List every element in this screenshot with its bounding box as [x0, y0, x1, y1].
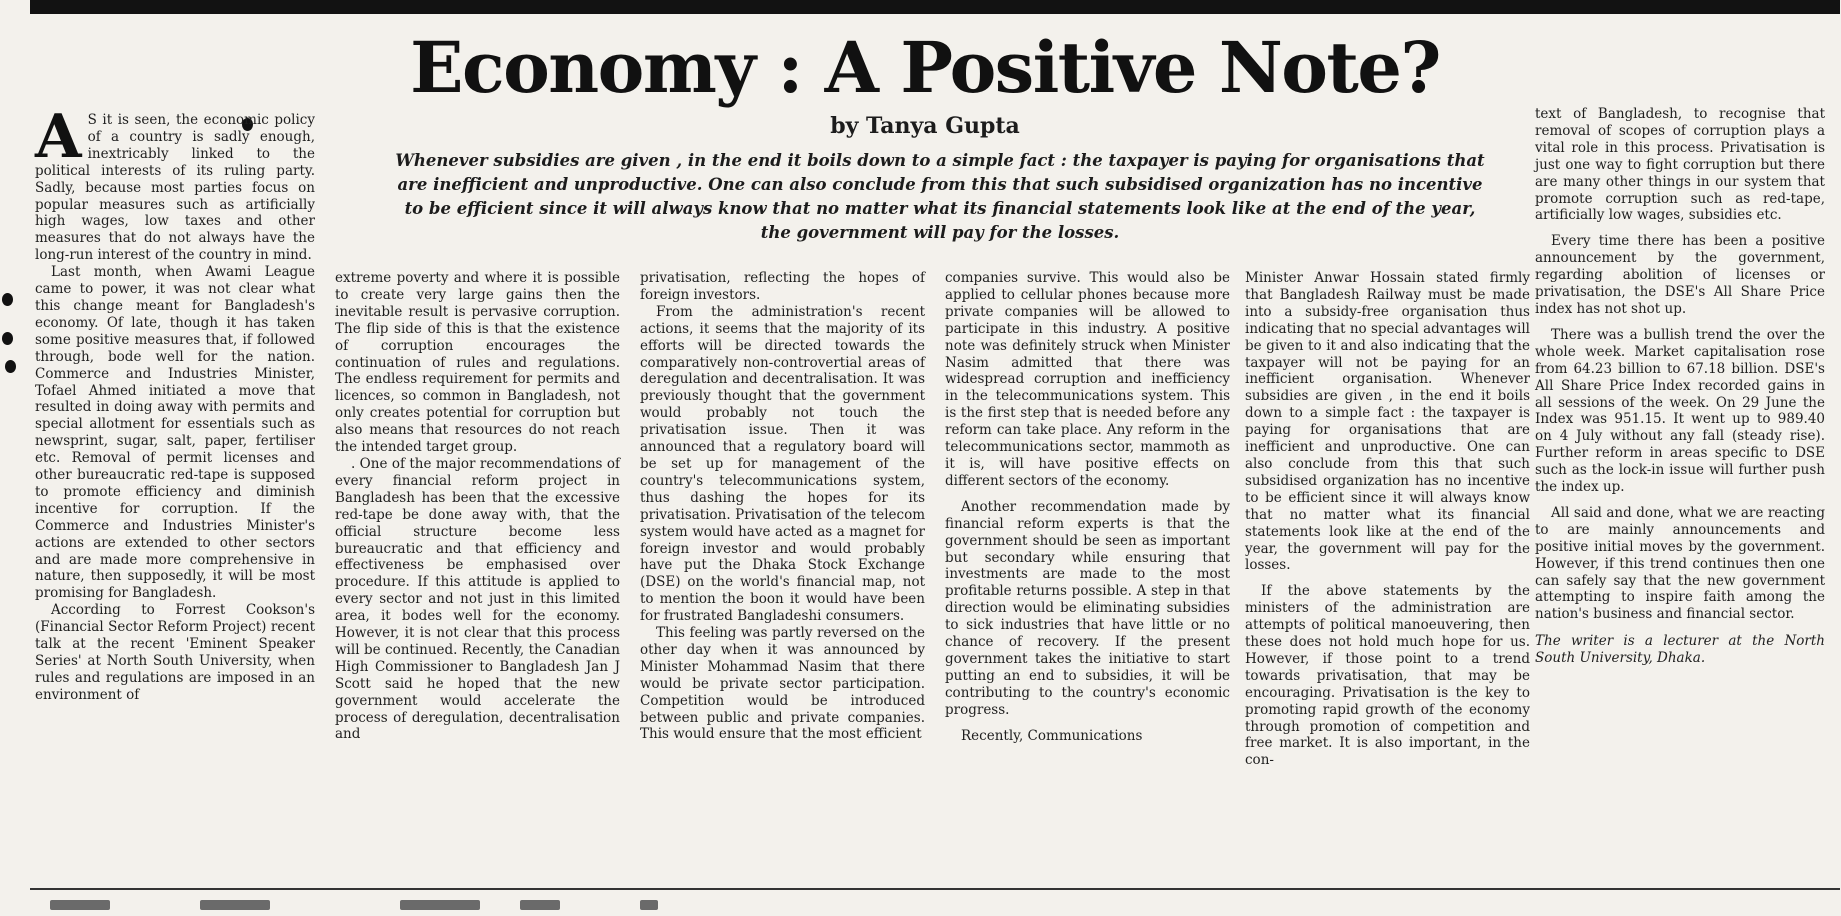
article-column-2 [335, 270, 620, 743]
punch-hole-mark [2, 332, 13, 345]
paragraph: . One of the major recommendations of every financial reform project in Bangladesh has been that the excessive red-tape be done away with, that the official structure become less bureaucratic and that efficiency and effectiveness be emphasised over procedure. If this attitude is applied to every sector and not just in this limited area, it bodes well for the economy. However, it is not clear that this process will be continued. Recently, the Canadian High Commissioner to Bangladesh Jan J Scott said he hoped that the new government would accelerate the process of deregulation, decentralisation and [335, 455, 620, 743]
article-column-4 [945, 270, 1230, 744]
paragraph: A S it is seen, the economic policy of a country is sadly enough, inextricably linked to the political interests of its ruling party. Sadly, because most parties focus on popular measures such as artificially high wages, low taxes and other measures that do not always have the long-run interest of the country in mind. [35, 102, 315, 264]
paragraph: There was a bullish trend the over the whole week. Market capitalisation rose from 64.23 billion to 67.18 billion. DSE's All Share Price Index recorded gains in all sessions of the week. On 29 June the Index was 951.15. It went up to 989.40 on 4 July without any fall (steady rise). Further reform in areas specific to DSE such as the lock-in issue will further push the index up. [1535, 326, 1825, 496]
article-column-1 [35, 102, 315, 704]
headline: Economy : A Positive Note? [410, 26, 1440, 109]
paragraph: text of Bangladesh, to recognise that removal of scopes of corruption plays a vital role in this process. Privatisation is just one way to fight corruption but there are many other things in our system that promote corruption such as red-tape, artificially low wages, subsidies etc. [1535, 106, 1825, 224]
paragraph: This feeling was partly reversed on the other day when it was announced by Minister Mohammad Nasim that there would be private sector participation. Competition would be introduced between public and private companies. This would ensure that the most efficient [640, 625, 925, 743]
paragraph: Every time there has been a positive announcement by the government, regarding abolition of licenses or privatisation, the DSE's All Share Price index has not shot up. [1535, 233, 1825, 317]
paragraph: If the above statements by the ministers of the administration are attempts of political manoeuvering, then these does not hold much hope for us. However, if those point to a trend towards privatisation, that may be encouraging. Privatisation is the key to promoting rapid growth of the economy through promotion of competition and free market. It is also important, in the con- [1245, 583, 1530, 769]
paragraph: Minister Anwar Hossain stated firmly that Bangladesh Railway must be made into a subsidy-free organisation thus indicating that no special advantages will be given to it and also indicating that the taxpayer will not be paying for an inefficient organisation. Whenever subsidies are given , in the end it boils down to a simple fact : the taxpayer is paying for organisations that are inefficient and unproductive. One can also conclude from this that such subsidised organization has no incentive to be efficient since it will always know that no matter what its financial statements look like at the end of the year, the government will pay for the losses. [1245, 270, 1530, 574]
paragraph: extreme poverty and where it is possible to create very large gains then the inevitable result is pervasive corruption. The flip side of this is that the existence of corruption encourages the continuation of rules and regulations. The endless requirement for permits and licences, so common in Bangladesh, not only creates potential for corruption but also means that resources do not reach the intended target group. [335, 270, 620, 456]
deck-pullquote: Whenever subsidies are given , in the end it boils down to a simple fact : the taxpayer is paying for organisations that are inefficient and unproductive. One can also conclude from this that such subsidised organization has no incentive to be efficient since it will always know that no matter what its financial statements look like at the end of the year, the government will pay for the losses. [395, 151, 1485, 242]
punch-hole-mark [5, 360, 16, 373]
paragraph: From the administration's recent actions, it seems that the majority of its efforts will be directed towards the comparatively non-controvertial areas of deregulation and decentralisation. It was previously thought that the government would probably not touch the privatisation issue. Then it was announced that a regulatory board will be set up for management of the country's telecommunications system, thus dashing the hopes for its privatisation. Privatisation of the telecom system would have acted as a magnet for foreign investor and would probably have put the Dhaka Stock Exchange (DSE) on the world's financial map, not to mention the boon it would have been for frustrated Bangladeshi consumers. [640, 303, 925, 625]
paragraph: privatisation, reflecting the hopes of foreign investors. [640, 270, 925, 303]
clipped-next-line-fragments [0, 898, 1841, 916]
drop-cap: A [35, 102, 82, 172]
paragraph: According to Forrest Cookson's (Financial Sector Reform Project) recent talk at the recent 'Eminent Speaker Series' at North South University, when rules and regulations are imposed in an environment of [35, 602, 315, 703]
article-column-6 [1535, 106, 1825, 667]
article-column-3 [640, 270, 925, 743]
article-column-5 [1245, 270, 1530, 769]
punch-hole-mark [2, 293, 13, 306]
byline: by Tanya Gupta [830, 113, 1020, 139]
paragraph: companies survive. This would also be applied to cellular phones because more private companies will be allowed to participate in this industry. A positive note was definitely struck when Minister Nasim admitted that there was widespread corruption and inefficiency in the telecommunications system. This is the first step that is needed before any reform can take place. Any reform in the telecommunications sector, mammoth as it is, will have positive effects on different sectors of the economy. [945, 270, 1230, 489]
author-note: The writer is a lecturer at the North South University, Dhaka. [1535, 633, 1825, 667]
paragraph: All said and done, what we are reacting to are mainly announcements and positive initial moves by the government. However, if this trend continues then one can safely say that the new government attempting to inspire faith among the nation's business and financial sector. [1535, 504, 1825, 623]
paragraph: Recently, Communications [961, 727, 1143, 744]
paragraph: Another recommendation made by financial reform experts is that the government should be seen as important but secondary while ensuring that investments are made to the most profitable returns possible. A step in that direction would be eliminating subsidies to sick industries that have little or no chance of recovery. If the present government takes the initiative to start putting an end to subsidies, it will be contributing to the country's economic progress. [945, 498, 1230, 718]
top-rule [30, 0, 1840, 14]
paragraph: Last month, when Awami League came to power, it was not clear what this change meant for Bangladesh's economy. Of late, though it has taken some positive measures that, if followed through, bode well for the nation. Commerce and Industries Minister, Tofael Ahmed initiated a move that resulted in doing away with permits and special allotment for essentials such as newsprint, sugar, salt, paper, fertiliser etc. Removal of permit licenses and other bureaucratic red-tape is supposed to promote efficiency and diminish incentive for corruption. If the Commerce and Industries Minister's actions are extended to other sectors and are made more comprehensive in nature, then supposedly, it will be most promising for Bangladesh. [35, 264, 315, 602]
bottom-rule [30, 888, 1840, 890]
